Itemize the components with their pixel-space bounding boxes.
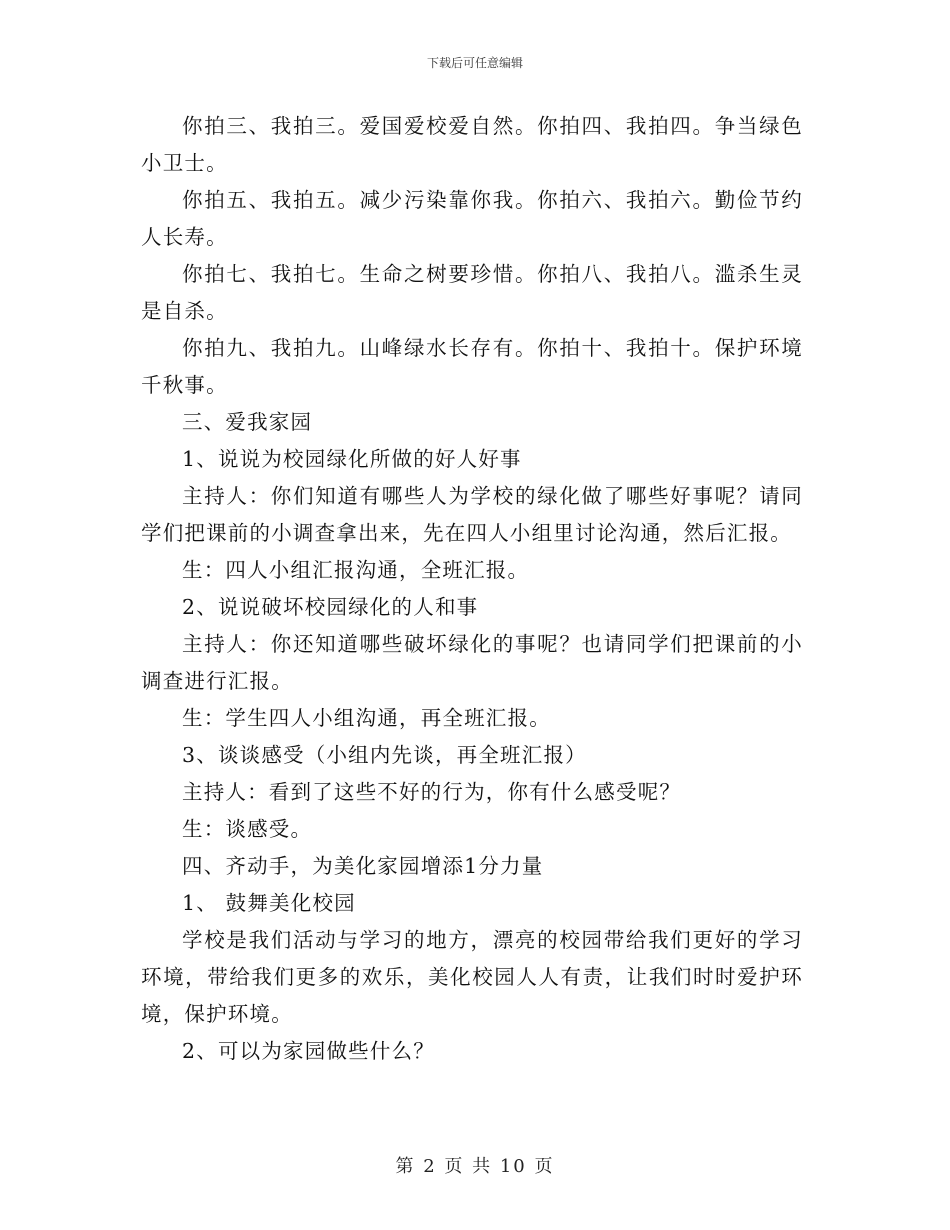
subsection-heading: 1、说说为校园绿化所做的好人好事 — [182, 447, 522, 471]
paragraph: 生：学生四人小组沟通，再全班汇报。 — [182, 706, 551, 730]
paragraph: 主持人：你还知道哪些破坏绿化的事呢？也请同学们把课前的小调查进行汇报。 — [141, 632, 803, 693]
paragraph: 主持人：看到了这些不好的行为，你有什么感受呢？ — [182, 780, 682, 804]
paragraph: 学校是我们活动与学习的地方，漂亮的校园带给我们更好的学习环境，带给我们更多的欢乐，美化校园人人有责，让我们时时爱护环境，保护环境。 — [141, 928, 803, 1026]
section-heading: 三、爱我家园 — [182, 410, 313, 434]
subsection-heading: 2、说说破坏校园绿化的人和事 — [182, 595, 479, 619]
paragraph: 你拍五、我拍五。减少污染靠你我。你拍六、我拍六。勤俭节约人长寿。 — [141, 188, 803, 249]
page-footer: 第 2 页 共 10 页 — [395, 1156, 555, 1177]
section-heading: 四、齐动手，为美化家园增添1分力量 — [182, 854, 544, 878]
page-header: 下载后可任意编辑 — [426, 56, 523, 70]
paragraph: 你拍七、我拍七。生命之树要珍惜。你拍八、我拍八。滥杀生灵是自杀。 — [141, 262, 803, 323]
paragraph: 主持人：你们知道有哪些人为学校的绿化做了哪些好事呢？请同学们把课前的小调查拿出来，先在四人小组里讨论沟通，然后汇报。 — [141, 484, 803, 545]
paragraph: 生：四人小组汇报沟通，全班汇报。 — [182, 558, 530, 582]
subsection-heading: 1、 鼓舞美化校园 — [182, 891, 356, 915]
paragraph: 生：谈感受。 — [182, 817, 313, 841]
subsection-heading: 3、谈谈感受（小组内先谈，再全班汇报） — [182, 743, 587, 767]
paragraph: 你拍九、我拍九。山峰绿水长存有。你拍十、我拍十。保护环境千秋事。 — [141, 336, 803, 397]
paragraph: 你拍三、我拍三。爱国爱校爱自然。你拍四、我拍四。争当绿色小卫士。 — [141, 114, 803, 175]
subsection-heading: 2、可以为家园做些什么？ — [182, 1039, 435, 1063]
document-body — [141, 108, 803, 1070]
